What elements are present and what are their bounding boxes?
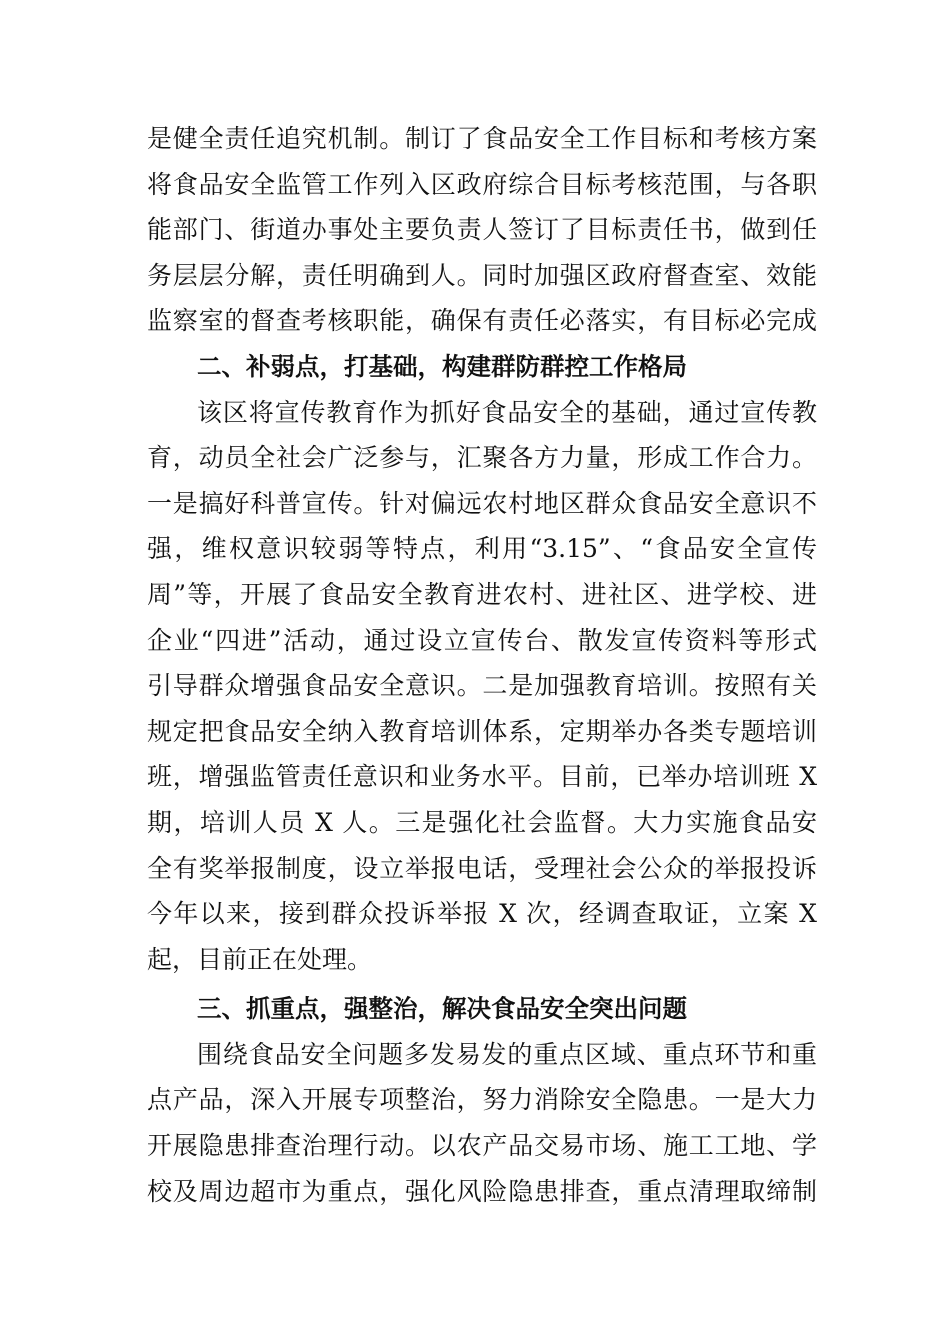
paragraph-line: 起，目前正在处理。	[147, 944, 373, 974]
paragraph-line: 能部门、街道办事处主要负责人签订了目标责任书，做到任	[147, 215, 817, 245]
paragraph-line: 开展隐患排查治理行动。以农产品交易市场、施工工地、学	[147, 1131, 817, 1161]
paragraph-line: 将食品安全监管工作列入区政府综合目标考核范围，与各职	[147, 169, 817, 199]
paragraph-line: 周”等，开展了食品安全教育进农村、进社区、进学校、进	[147, 579, 817, 609]
paragraph-line: 育，动员全社会广泛参与，汇聚各方力量，形成工作合力。	[147, 443, 817, 473]
paragraph-line: 规定把食品安全纳入教育培训体系，定期举办各类专题培训	[147, 716, 817, 746]
paragraph-line: 班，增强监管责任意识和业务水平。目前，已举办培训班 X	[147, 762, 817, 792]
paragraph-line: 期，培训人员 X 人。三是强化社会监督。大力实施食品安	[147, 807, 817, 837]
paragraph-line: 一是搞好科普宣传。针对偏远农村地区群众食品安全意识不	[147, 488, 817, 518]
paragraph-line: 围绕食品安全问题多发易发的重点区域、重点环节和重	[197, 1039, 817, 1069]
paragraph-line: 点产品，深入开展专项整治，努力消除安全隐患。一是大力	[147, 1085, 817, 1115]
paragraph-line: 校及周边超市为重点，强化风险隐患排查，重点清理取缔制	[147, 1176, 817, 1206]
document-body	[147, 116, 817, 1214]
paragraph-line: 强，维权意识较弱等特点，利用“3.15”、“食品安全宣传	[147, 534, 817, 564]
paragraph-line: 今年以来，接到群众投诉举报 X 次，经调查取证，立案 X	[147, 899, 817, 929]
paragraph-accountability	[147, 116, 817, 344]
section-heading-3: 三、抓重点，强整治，解决食品安全突出问题	[197, 994, 687, 1024]
paragraph-line: 引导群众增强食品安全意识。二是加强教育培训。按照有关	[147, 671, 817, 701]
paragraph-line: 是健全责任追究机制。制订了食品安全工作目标和考核方案	[147, 124, 817, 153]
section-heading-2: 二、补弱点，打基础，构建群防群控工作格局	[197, 351, 687, 381]
paragraph-line: 全有奖举报制度，设立举报电话，受理社会公众的举报投诉	[147, 853, 817, 883]
paragraph-line: 务层层分解，责任明确到人。同时加强区政府督查室、效能	[147, 260, 817, 290]
paragraph-line: 企业“四进”活动，通过设立宣传台、散发宣传资料等形式	[147, 625, 817, 655]
section-2-body	[147, 390, 817, 983]
paragraph-line: 监察室的督查考核职能，确保有责任必落实，有目标必完成	[147, 306, 817, 336]
section-3-body	[147, 1032, 817, 1214]
paragraph-line: 该区将宣传教育作为抓好食品安全的基础，通过宣传教	[197, 397, 817, 427]
